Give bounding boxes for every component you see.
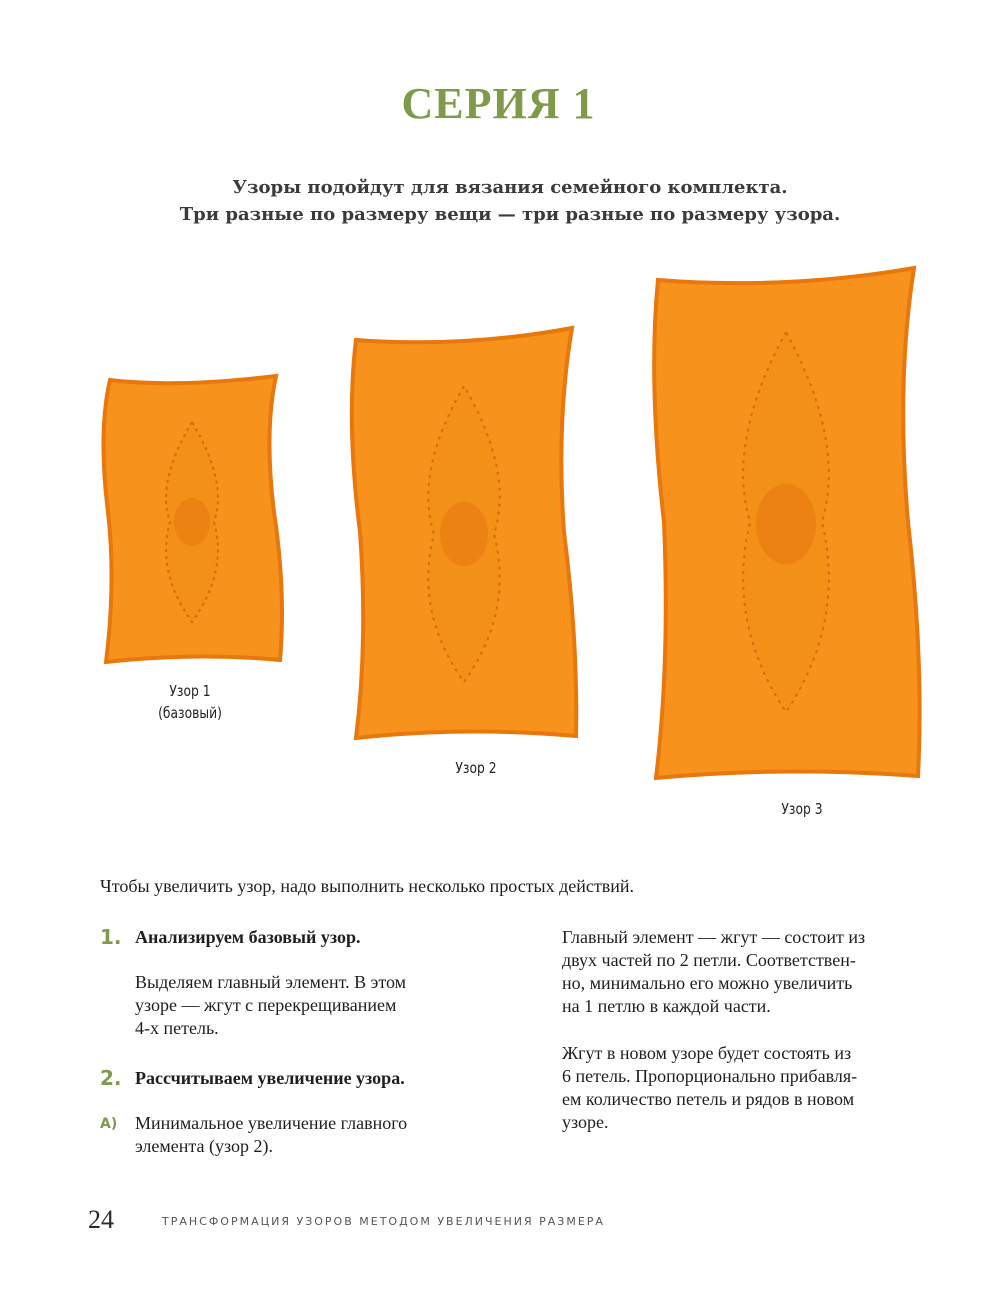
step-1 [135, 926, 515, 1040]
swatch-3-caption [761, 798, 843, 820]
right-p1-line-3: но, минимально его можно увеличить [562, 973, 853, 993]
swatch-1-caption [149, 680, 231, 724]
right-p1-line-4: на 1 петлю в каждой части. [562, 996, 771, 1016]
substep-a-line-2: элемента (узор 2). [135, 1136, 273, 1156]
swatch-1-caption-line-1: Узор 1 [169, 682, 211, 700]
right-paragraph-1 [562, 926, 942, 1018]
right-p2-line-4: узоре. [562, 1112, 609, 1132]
swatch-2-caption [435, 757, 517, 779]
step-1-text-line-3: 4-х петель. [135, 1018, 219, 1038]
step-1-text-line-1: Выделяем главный элемент. В этом [135, 972, 406, 992]
swatch-3-cable [756, 484, 816, 564]
right-p2-line-1: Жгут в новом узоре будет состоять из [562, 1043, 852, 1063]
right-p1-line-1: Главный элемент — жгут — состоит из [562, 927, 866, 947]
step-2 [135, 1067, 515, 1090]
page-title: СЕРИЯ 1 [401, 79, 596, 128]
step-1-heading: Анализируем базовый узор. [135, 927, 361, 947]
swatch-3-caption-line-1: Узор 3 [781, 800, 823, 818]
knit-swatch-2 [344, 322, 584, 746]
substep-a-marker: А) [100, 1116, 118, 1132]
right-p2-line-2: 6 петель. Пропорционально прибавля- [562, 1066, 858, 1086]
swatch-2-cable [440, 502, 488, 566]
substep-a [135, 1112, 515, 1158]
step-2-number: 2. [100, 1066, 122, 1090]
right-p2-line-3: ем количество петель и рядов в новом [562, 1089, 855, 1109]
step-2-heading: Рассчитываем увеличение узора. [135, 1068, 405, 1088]
swatch-2-caption-line-1: Узор 2 [455, 759, 497, 777]
running-title: ТРАНСФОРМАЦИЯ УЗОРОВ МЕТОДОМ УВЕЛИЧЕНИЯ РАЗМЕРА [162, 1215, 605, 1228]
right-paragraph-2 [562, 1042, 942, 1134]
substep-a-line-1: Минимальное увеличение главного [135, 1113, 408, 1133]
page-number: 24 [88, 1205, 114, 1234]
swatch-1-caption-line-2: (базовый) [158, 704, 222, 722]
right-p1-line-2: двух частей по 2 петли. Соответствен- [562, 950, 856, 970]
intro-text [0, 174, 997, 228]
intro-line-2: Три разные по размеру вещи — три разные по размеру узора. [179, 204, 841, 225]
intro-line-1: Узоры подойдут для вязания семейного комплекта. [232, 177, 788, 198]
step-1-text-line-2: узоре — жгут с перекрещиванием [135, 995, 397, 1015]
knit-swatch-1 [96, 372, 292, 668]
lead-paragraph: Чтобы увеличить узор, надо выполнить несколько простых действий. [100, 876, 635, 896]
swatch-1-cable [174, 498, 210, 546]
step-1-number: 1. [100, 925, 122, 949]
knit-swatch-3 [646, 262, 928, 786]
